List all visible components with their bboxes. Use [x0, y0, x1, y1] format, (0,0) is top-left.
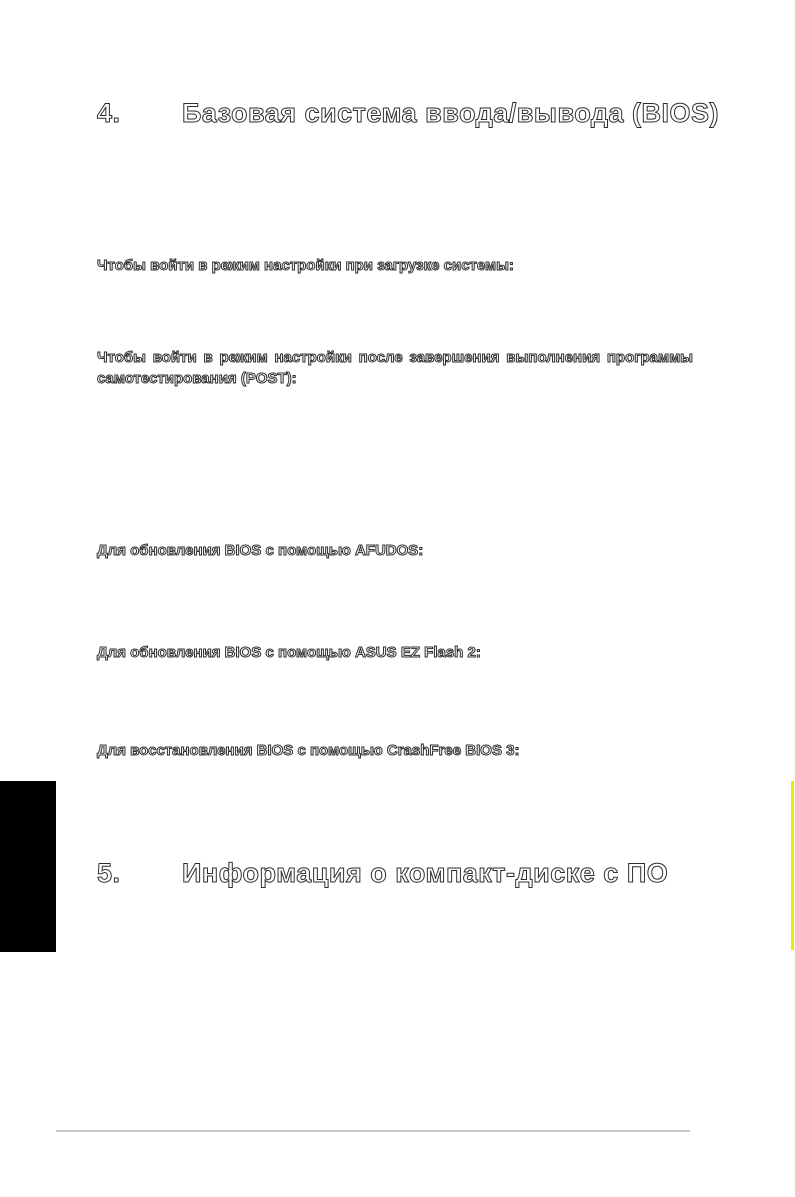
section-4-heading [97, 100, 719, 127]
footer-rule [56, 1130, 690, 1132]
section-4-title: Базовая система ввода/вывода (BIOS) [182, 98, 719, 128]
para-enter-setup-post-line2: самотестирования (POST): [97, 370, 297, 387]
para-enter-setup-post [97, 347, 693, 389]
right-edge-accent-line [791, 781, 794, 950]
section-5-heading [97, 860, 668, 887]
section-5-number: 5. [97, 858, 121, 888]
para-recover-crashfree: Для восстановления BIOS с помощью CrashFree BIOS 3: [97, 742, 520, 759]
section-5-title: Информация о компакт-диске с ПО [182, 858, 669, 888]
para-enter-setup-boot: Чтобы войти в режим настройки при загрузке системы: [97, 257, 514, 274]
section-4-number: 4. [97, 98, 121, 128]
left-edge-language-tab [0, 781, 56, 952]
para-update-afudos: Для обновления BIOS с помощью AFUDOS: [97, 542, 424, 559]
para-update-ezflash: Для обновления BIOS с помощью ASUS EZ Flash 2: [97, 644, 481, 661]
para-enter-setup-post-line1: Чтобы войти в режим настройки после завершения выполнения программы [97, 349, 693, 366]
